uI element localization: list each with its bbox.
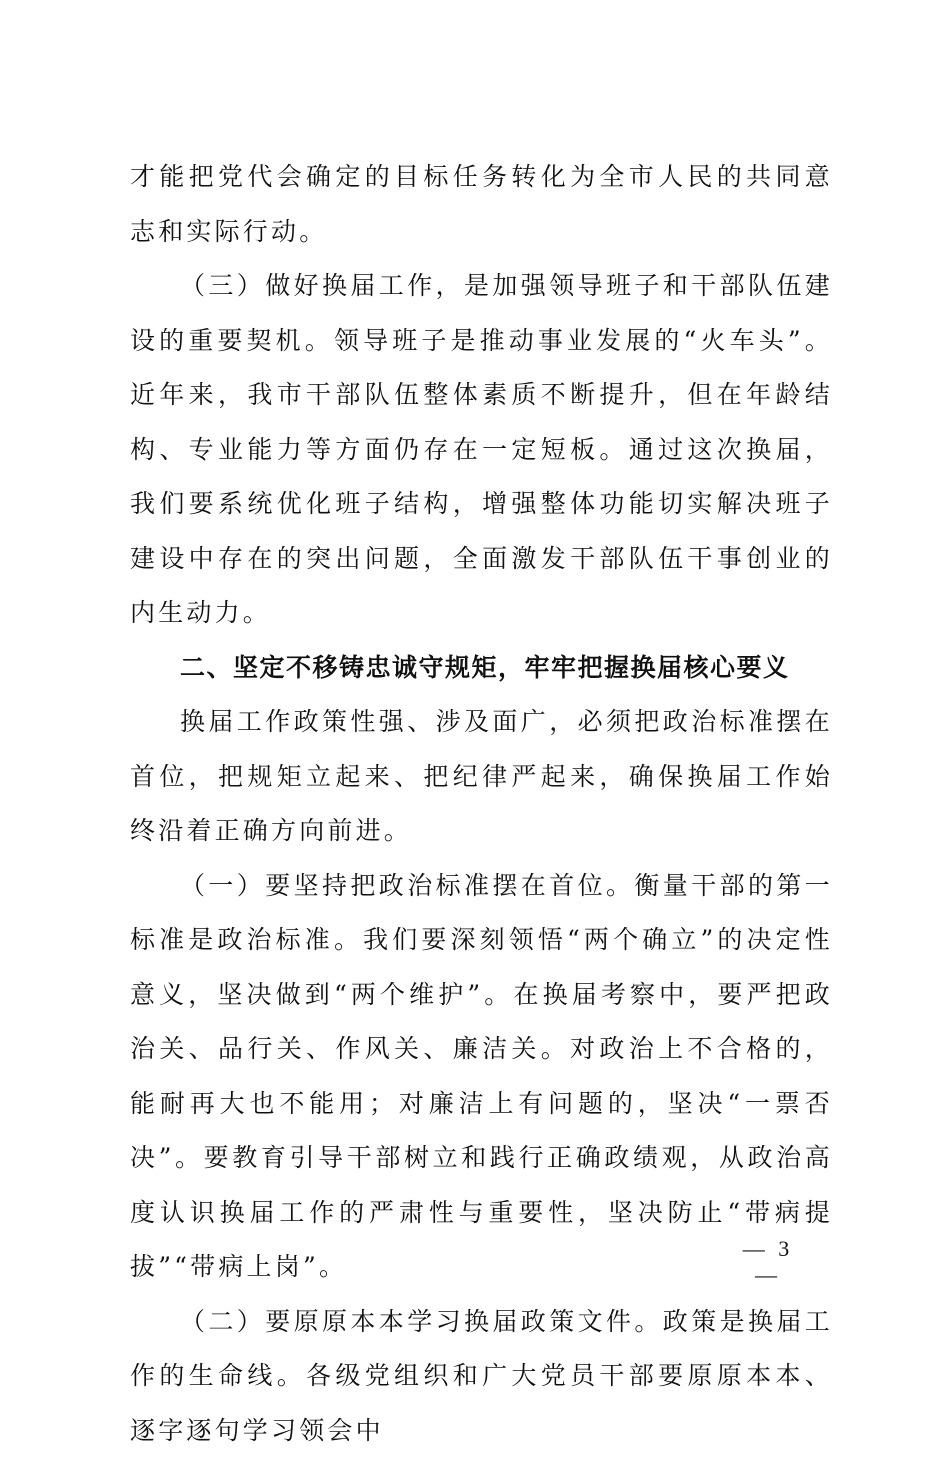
paragraph-continuation: 才能把党代会确定的目标任务转化为全市人民的共同意志和实际行动。 [130, 150, 833, 259]
paragraph-section-two-intro: 换届工作政策性强、涉及面广，必须把政治标准摆在首位，把规矩立起来、把纪律严起来，确保换届工作始终沿着正确方向前进。 [130, 695, 833, 859]
paragraph-subsection-two: （二）要原原本本学习换届政策文件。政策是换届工作的生命线。各级党组织和广大党员干部要原原本本、逐字逐句学习领会中 [130, 1295, 833, 1458]
page-number: — 3 — [728, 1236, 808, 1288]
paragraph-section-three: （三）做好换届工作，是加强领导班子和干部队伍建设的重要契机。领导班子是推动事业发展的“火车头”。近年来，我市干部队伍整体素质不断提升，但在年龄结构、专业能力等方面仍存在一定短板。通过这次换届，我们要系统优化班子结构，增强整体功能切实解决班子建设中存在的突出问题，全面激发干部队伍干事创业的内生动力。 [130, 259, 833, 641]
paragraph-subsection-one: （一）要坚持把政治标准摆在首位。衡量干部的第一标准是政治标准。我们要深刻领悟“两个确立”的决定性意义，坚决做到“两个维护”。在换届考察中，要严把政治关、品行关、作风关、廉洁关。对政治上不合格的，能耐再大也不能用；对廉洁上有问题的，坚决“一票否决”。要教育引导干部树立和践行正确政绩观，从政治高度认识换届工作的严肃性与重要性，坚决防止“带病提拔”“带病上岗”。 [130, 859, 833, 1295]
section-heading-two: 二、坚定不移铸忠诚守规矩，牢牢把握换届核心要义 [130, 641, 833, 696]
